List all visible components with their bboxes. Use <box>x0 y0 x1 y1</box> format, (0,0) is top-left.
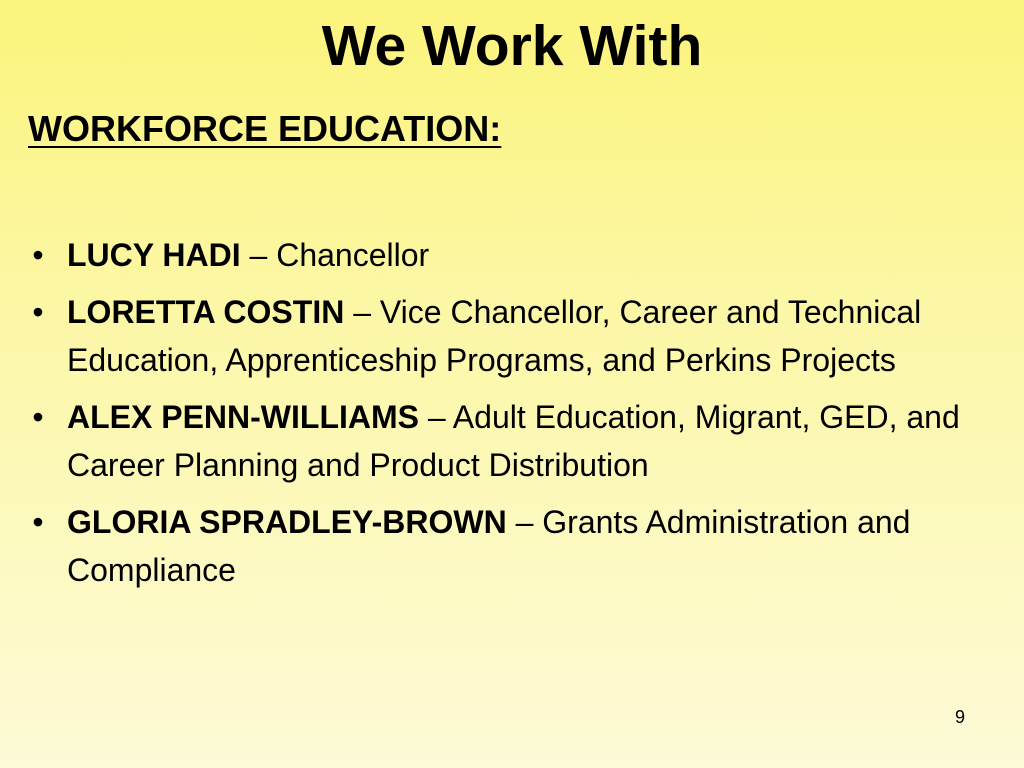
person-name: LORETTA COSTIN <box>67 294 345 330</box>
person-name: LUCY HADI <box>67 237 241 273</box>
page-number: 9 <box>954 707 965 727</box>
section-heading: WORKFORCE EDUCATION: <box>28 108 502 149</box>
person-name: ALEX PENN-WILLIAMS <box>67 399 419 435</box>
staff-list <box>28 231 988 603</box>
person-role: – Chancellor <box>240 237 430 273</box>
list-item <box>28 498 988 594</box>
list-item <box>28 288 988 384</box>
bullet-icon: • <box>32 399 44 435</box>
bullet-icon: • <box>32 504 44 540</box>
list-item <box>28 393 988 489</box>
list-item <box>28 231 988 279</box>
person-role: – Vice Chancellor, Career and Technical Education, Apprenticeship Programs, and Perkins Projects <box>67 294 922 378</box>
bullet-icon: • <box>32 294 44 330</box>
person-name: GLORIA SPRADLEY-BROWN <box>67 504 507 540</box>
slide-title: We Work With <box>321 14 703 78</box>
bullet-icon: • <box>32 237 44 273</box>
person-role: – Grants Administration and Compliance <box>67 504 911 588</box>
person-role: – Adult Education, Migrant, GED, and Career Planning and Product Distribution <box>67 399 960 483</box>
